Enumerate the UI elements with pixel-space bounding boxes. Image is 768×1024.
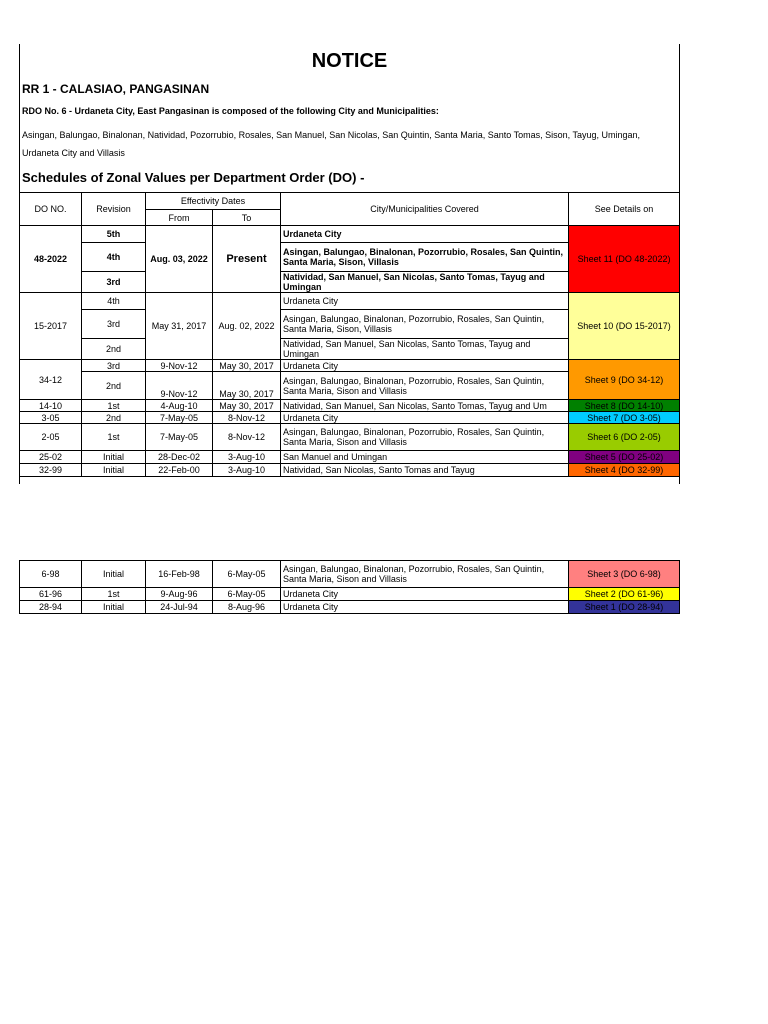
revision: 2nd bbox=[82, 412, 146, 424]
to-date: 6-May-05 bbox=[213, 588, 281, 601]
cities-covered: Urdaneta City bbox=[281, 412, 569, 424]
to-date: Aug. 02, 2022 bbox=[213, 293, 281, 360]
revision: 3rd bbox=[82, 310, 146, 339]
sheet-link-14-10[interactable]: Sheet 8 (DO 14-10) bbox=[569, 400, 680, 412]
revision: Initial bbox=[82, 601, 146, 614]
sheet-link-28-94[interactable]: Sheet 1 (DO 28-94) bbox=[569, 601, 680, 614]
sheet-link-32-99[interactable]: Sheet 4 (DO 32-99) bbox=[569, 464, 680, 477]
header-do-no: DO NO. bbox=[20, 193, 82, 226]
header-from: From bbox=[146, 210, 213, 226]
from-date: 22-Feb-00 bbox=[146, 464, 213, 477]
header-details: See Details on bbox=[569, 193, 680, 226]
from-date: 24-Jul-94 bbox=[146, 601, 213, 614]
from-date: 9-Aug-96 bbox=[146, 588, 213, 601]
header-to: To bbox=[213, 210, 281, 226]
municipalities-line-2: Urdaneta City and Villasis bbox=[22, 148, 125, 158]
do-number: 14-10 bbox=[20, 400, 82, 412]
cities-covered: Natividad, San Manuel, San Nicolas, Santo Tomas, Tayug and Umingan bbox=[281, 272, 569, 293]
revision: 1st bbox=[82, 424, 146, 451]
table-row bbox=[20, 561, 680, 588]
municipalities-list bbox=[22, 126, 694, 162]
sheet-link-34-12[interactable]: Sheet 9 (DO 34-12) bbox=[569, 360, 680, 400]
table-row bbox=[20, 226, 680, 243]
to-date: Present bbox=[213, 226, 281, 293]
from-date: 4-Aug-10 bbox=[146, 400, 213, 412]
cities-covered: Urdaneta City bbox=[281, 588, 569, 601]
do-number: 2-05 bbox=[20, 424, 82, 451]
do-number: 61-96 bbox=[20, 588, 82, 601]
sheet-link-2-05[interactable]: Sheet 6 (DO 2-05) bbox=[569, 424, 680, 451]
revision: 1st bbox=[82, 588, 146, 601]
cities-covered: Asingan, Balungao, Binalonan, Pozorrubio, Rosales, San Quintin, Santa Maria, Sison and Villasis bbox=[281, 561, 569, 588]
cities-covered: Natividad, San Manuel, San Nicolas, Santo Tomas, Tayug and Umingan bbox=[281, 339, 569, 360]
do-number: 48-2022 bbox=[20, 226, 82, 293]
from-date: 9-Nov-12 bbox=[146, 360, 213, 372]
revision: 3rd bbox=[82, 360, 146, 372]
do-number: 28-94 bbox=[20, 601, 82, 614]
region-label: RR 1 - CALASIAO, PANGASINAN bbox=[22, 82, 210, 96]
cities-covered: San Manuel and Umingan bbox=[281, 451, 569, 464]
cities-covered: Asingan, Balungao, Binalonan, Pozorrubio, Rosales, San Quintin, Santa Maria, Sison, Villasis bbox=[281, 310, 569, 339]
table-row bbox=[20, 588, 680, 601]
from-date: 28-Dec-02 bbox=[146, 451, 213, 464]
cities-covered: Asingan, Balungao, Binalonan, Pozorrubio, Rosales, San Quintin, Santa Maria, Sison, Villasis bbox=[281, 243, 569, 272]
from-date: 7-May-05 bbox=[146, 412, 213, 424]
to-date: 8-Nov-12 bbox=[213, 412, 281, 424]
cities-covered: Urdaneta City bbox=[281, 226, 569, 243]
table-row bbox=[20, 360, 680, 372]
to-date: 3-Aug-10 bbox=[213, 451, 281, 464]
revision: Initial bbox=[82, 464, 146, 477]
table-row bbox=[20, 293, 680, 310]
to-date: 8-Aug-96 bbox=[213, 601, 281, 614]
header-covered: City/Municipalities Covered bbox=[281, 193, 569, 226]
cities-covered: Natividad, San Manuel, San Nicolas, Santo Tomas, Tayug and Um bbox=[281, 400, 569, 412]
table-row bbox=[20, 412, 680, 424]
page-title: NOTICE bbox=[311, 50, 388, 72]
municipalities-line-1: Asingan, Balungao, Binalonan, Natividad, Pozorrubio, Rosales, San Manuel, San Nicolas, San Quintin, Santa Maria, Santo Tomas, Sison, Tayug, Umingan, bbox=[22, 130, 641, 140]
sheet-link-61-96[interactable]: Sheet 2 (DO 61-96) bbox=[569, 588, 680, 601]
table-row bbox=[20, 601, 680, 614]
cities-covered: Asingan, Balungao, Binalonan, Pozorrubio, Rosales, San Quintin, Santa Maria, Sison and Villasis bbox=[281, 372, 569, 400]
cities-covered: Urdaneta City bbox=[281, 293, 569, 310]
do-number: 15-2017 bbox=[20, 293, 82, 360]
to-date: 8-Nov-12 bbox=[213, 424, 281, 451]
from-date: 7-May-05 bbox=[146, 424, 213, 451]
cities-covered: Urdaneta City bbox=[281, 360, 569, 372]
from-date: May 31, 2017 bbox=[146, 293, 213, 360]
to-date: 3-Aug-10 bbox=[213, 464, 281, 477]
from-date: 16-Feb-98 bbox=[146, 561, 213, 588]
table-row bbox=[20, 451, 680, 464]
to-date: May 30, 2017 bbox=[213, 360, 281, 372]
table-row bbox=[20, 424, 680, 451]
header-revision: Revision bbox=[82, 193, 146, 226]
do-number: 6-98 bbox=[20, 561, 82, 588]
revision: Initial bbox=[82, 451, 146, 464]
revision: 2nd bbox=[82, 372, 146, 400]
zonal-values-table-older bbox=[19, 560, 680, 614]
from-date: Aug. 03, 2022 bbox=[146, 226, 213, 293]
revision: Initial bbox=[82, 561, 146, 588]
do-number: 32-99 bbox=[20, 464, 82, 477]
do-number: 25-02 bbox=[20, 451, 82, 464]
cities-covered: Natividad, San Nicolas, Santo Tomas and Tayug bbox=[281, 464, 569, 477]
revision: 4th bbox=[82, 293, 146, 310]
sheet-link-15-2017[interactable]: Sheet 10 (DO 15-2017) bbox=[569, 293, 680, 360]
cities-covered: Asingan, Balungao, Binalonan, Pozorrubio, Rosales, San Quintin, Santa Maria, Sison and Villasis bbox=[281, 424, 569, 451]
revision: 2nd bbox=[82, 339, 146, 360]
zonal-values-table bbox=[19, 192, 680, 477]
table-row bbox=[20, 464, 680, 477]
sheet-link-25-02[interactable]: Sheet 5 (DO 25-02) bbox=[569, 451, 680, 464]
from-date: 9-Nov-12 bbox=[146, 372, 213, 400]
revision: 5th bbox=[82, 226, 146, 243]
cities-covered: Urdaneta City bbox=[281, 601, 569, 614]
do-number: 3-05 bbox=[20, 412, 82, 424]
header-effectivity: Effectivity Dates bbox=[146, 193, 281, 210]
revision: 4th bbox=[82, 243, 146, 272]
sheet-link-3-05[interactable]: Sheet 7 (DO 3-05) bbox=[569, 412, 680, 424]
to-date: May 30, 2017 bbox=[213, 372, 281, 400]
to-date: 6-May-05 bbox=[213, 561, 281, 588]
table-row bbox=[20, 400, 680, 412]
revision: 1st bbox=[82, 400, 146, 412]
to-date: May 30, 2017 bbox=[213, 400, 281, 412]
do-number: 34-12 bbox=[20, 360, 82, 400]
revision: 3rd bbox=[82, 272, 146, 293]
rdo-description: RDO No. 6 - Urdaneta City, East Pangasinan is composed of the following City and Municipalities: bbox=[22, 106, 439, 116]
schedule-heading: Schedules of Zonal Values per Department Order (DO) - bbox=[22, 170, 365, 185]
sheet-link-6-98[interactable]: Sheet 3 (DO 6-98) bbox=[569, 561, 680, 588]
sheet-link-48-2022[interactable]: Sheet 11 (DO 48-2022) bbox=[569, 226, 680, 293]
